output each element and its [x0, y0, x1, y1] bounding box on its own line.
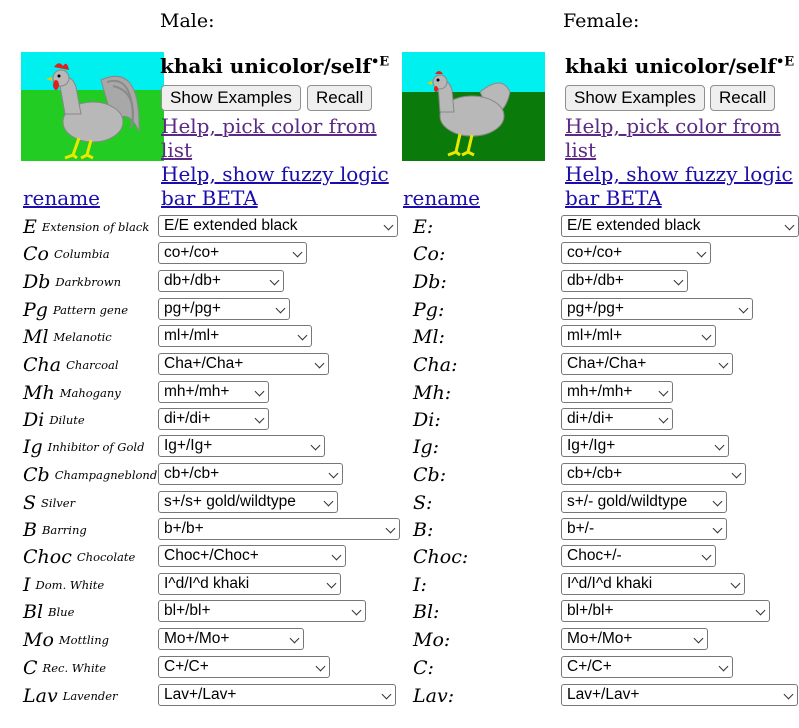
chevron-down-icon	[784, 690, 794, 700]
locus-abbr: Cb	[23, 463, 50, 486]
selected-value: cb+/cb+	[567, 465, 623, 482]
selected-value: mh+/mh+	[164, 383, 230, 400]
locus-abbr: Ml	[413, 325, 439, 348]
locus-abbr: Ig	[23, 435, 43, 458]
locus-label-pg	[23, 296, 128, 323]
locus-abbr: Pg	[413, 298, 438, 321]
female-select-cb[interactable]	[561, 463, 746, 485]
chevron-down-icon	[255, 387, 265, 397]
locus-label-choc	[23, 543, 135, 570]
locus-abbr: Ig	[413, 435, 433, 458]
locus-abbr: Mo	[23, 628, 54, 651]
locus-abbr: Bl	[23, 600, 44, 623]
female-select-ml[interactable]	[561, 325, 716, 347]
selected-value: bl+/bl+	[164, 602, 211, 619]
locus-label-db	[23, 268, 121, 295]
chevron-down-icon	[713, 524, 723, 534]
locus-fullname: Darkbrown	[55, 274, 121, 289]
locus-abbr: Cha	[23, 353, 62, 376]
locus-row-lav	[0, 682, 799, 709]
locus-row-mh	[0, 379, 799, 406]
female-select-mh[interactable]	[561, 381, 673, 403]
female-locus-label-e: E :	[413, 215, 434, 238]
male-select-mh[interactable]	[158, 381, 269, 403]
locus-fullname: Pattern gene	[52, 302, 129, 317]
locus-fullname: Chocolate	[76, 549, 136, 564]
chevron-down-icon	[327, 579, 337, 589]
locus-abbr: Cha	[413, 353, 452, 376]
locus-row-b	[0, 516, 799, 543]
locus-abbr: Bl	[413, 600, 434, 623]
selected-value: db+/db+	[164, 272, 221, 289]
locus-label-bl	[23, 598, 74, 625]
locus-label-co	[23, 240, 110, 267]
locus-label-cha	[23, 351, 119, 378]
female-locus-label-ml: Ml :	[413, 325, 445, 348]
chevron-down-icon	[315, 359, 325, 369]
locus-abbr: Lav	[23, 684, 58, 707]
male-color-name: khaki unicolor/self	[160, 54, 371, 78]
selected-value: bl+/bl+	[567, 602, 614, 619]
chevron-down-icon	[713, 497, 723, 507]
female-color-title	[565, 54, 794, 78]
chevron-down-icon	[255, 414, 265, 424]
chevron-down-icon	[719, 662, 729, 672]
selected-value: Lav+/Lav+	[164, 686, 237, 703]
chevron-down-icon	[715, 441, 725, 451]
female-select-b[interactable]	[561, 518, 727, 540]
female-locus-label-cb: Cb :	[413, 463, 447, 486]
chevron-down-icon	[311, 441, 321, 451]
male-select-ml[interactable]	[158, 325, 312, 347]
female-label: Female:	[563, 10, 640, 32]
locus-abbr: Pg	[23, 298, 48, 321]
female-select-co[interactable]	[561, 242, 711, 264]
male-select-s[interactable]	[158, 491, 338, 513]
locus-abbr: Co	[23, 242, 49, 265]
male-select-bl[interactable]	[158, 600, 366, 622]
selected-value: mh+/mh+	[567, 383, 633, 400]
locus-label-ig	[23, 433, 144, 460]
locus-label-c	[23, 654, 106, 681]
chevron-down-icon	[674, 276, 684, 286]
locus-abbr: S	[413, 491, 427, 514]
chevron-down-icon	[785, 221, 795, 231]
locus-label-lav	[23, 682, 118, 709]
male-select-e[interactable]	[158, 215, 398, 237]
female-select-lav[interactable]	[561, 684, 798, 706]
chevron-down-icon	[731, 579, 741, 589]
locus-row-s	[0, 489, 799, 516]
locus-abbr: Choc	[23, 545, 72, 568]
selected-value: ml+/ml+	[567, 327, 623, 344]
locus-abbr: C	[413, 656, 428, 679]
locus-fullname: Mottling	[58, 632, 109, 647]
chevron-down-icon	[290, 634, 300, 644]
chevron-down-icon	[732, 469, 742, 479]
chevron-down-icon	[659, 414, 669, 424]
selected-value: ml+/ml+	[164, 327, 220, 344]
female-select-cha[interactable]	[561, 353, 733, 375]
female-locus-label-b: B :	[413, 518, 434, 541]
locus-row-di	[0, 406, 799, 433]
chevron-down-icon	[293, 248, 303, 258]
chevron-down-icon	[384, 221, 394, 231]
locus-label-cb	[23, 461, 157, 488]
locus-fullname: Inhibitor of Gold	[47, 439, 145, 454]
selected-value: Mo+/Mo+	[567, 630, 633, 647]
male-select-c[interactable]	[158, 656, 330, 678]
locus-abbr: B	[413, 518, 427, 541]
locus-row-ml	[0, 323, 799, 350]
selected-value: pg+/pg+	[567, 300, 624, 317]
female-color-name: khaki unicolor/self	[565, 54, 776, 78]
locus-label-mh	[23, 379, 121, 406]
locus-abbr: I	[23, 573, 31, 596]
chevron-down-icon	[324, 497, 334, 507]
male-select-db[interactable]	[158, 270, 284, 292]
chevron-down-icon	[270, 276, 280, 286]
male-select-choc[interactable]	[158, 545, 346, 567]
male-select-di[interactable]	[158, 408, 269, 430]
locus-abbr: E	[413, 215, 427, 238]
locus-row-choc	[0, 543, 799, 570]
female-rename-link[interactable]: rename	[403, 186, 481, 210]
selected-value: Ig+/Ig+	[164, 437, 213, 454]
male-chicken-image	[21, 52, 164, 161]
female-select-s[interactable]	[561, 491, 727, 513]
locus-row-db	[0, 268, 799, 295]
selected-value: di+/di+	[164, 410, 211, 427]
male-select-pg[interactable]	[158, 298, 290, 320]
chevron-down-icon	[332, 551, 342, 561]
female-help-pick-color-link[interactable]: Help, pick color from list	[565, 114, 781, 162]
female-select-ig[interactable]	[561, 435, 729, 457]
locus-abbr: E	[23, 215, 37, 238]
male-select-lav[interactable]	[158, 684, 396, 706]
locus-abbr: Ml	[23, 325, 49, 348]
male-rename-link[interactable]: rename	[23, 186, 101, 210]
male-select-cha[interactable]	[158, 353, 329, 375]
chevron-down-icon	[697, 248, 707, 258]
chevron-down-icon	[298, 331, 308, 341]
locus-abbr: Cb	[413, 463, 440, 486]
selected-value: C+/C+	[164, 658, 209, 675]
male-show-examples-button[interactable]: Show Examples	[161, 85, 301, 111]
locus-abbr: Di	[23, 408, 45, 431]
locus-abbr: Di	[413, 408, 435, 431]
selected-value: pg+/pg+	[164, 300, 221, 317]
male-select-ig[interactable]	[158, 435, 325, 457]
locus-fullname: Mahogany	[59, 385, 121, 400]
chevron-down-icon	[659, 387, 669, 397]
locus-row-bl	[0, 598, 799, 625]
locus-fullname: Columbia	[53, 246, 110, 261]
locus-abbr: S	[23, 491, 37, 514]
chevron-down-icon	[352, 606, 362, 616]
female-recall-button[interactable]: Recall	[710, 85, 775, 111]
chevron-down-icon	[316, 662, 326, 672]
locus-label-e	[23, 213, 149, 240]
selected-value: b+/b+	[164, 520, 204, 537]
locus-abbr: Db	[413, 270, 441, 293]
locus-row-i	[0, 571, 799, 598]
female-select-i[interactable]	[561, 573, 745, 595]
female-show-examples-button[interactable]: Show Examples	[565, 85, 705, 111]
selected-value: co+/co+	[567, 244, 623, 261]
locus-abbr: Mh	[413, 381, 445, 404]
locus-abbr: Mh	[23, 381, 55, 404]
locus-row-cha	[0, 351, 799, 378]
selected-value: I^d/I^d khaki	[164, 575, 250, 592]
locus-abbr: Lav	[413, 684, 448, 707]
chevron-down-icon	[719, 359, 729, 369]
locus-abbr: Choc	[413, 545, 462, 568]
locus-row-ig	[0, 433, 799, 460]
male-select-mo[interactable]	[158, 628, 304, 650]
locus-row-e	[0, 213, 799, 240]
female-select-e[interactable]	[561, 215, 799, 237]
selected-value: b+/-	[567, 520, 595, 537]
male-label: Male:	[160, 10, 215, 32]
selected-value: Choc+/-	[567, 547, 622, 564]
locus-abbr: Mo	[413, 628, 444, 651]
female-select-mo[interactable]	[561, 628, 708, 650]
locus-label-i	[23, 571, 104, 598]
female-locus-label-mh: Mh :	[413, 381, 452, 404]
selected-value: C+/C+	[567, 658, 612, 675]
female-locus-label-cha: Cha :	[413, 353, 458, 376]
female-locus-label-bl: Bl :	[413, 600, 440, 623]
selected-value: db+/db+	[567, 272, 624, 289]
female-locus-label-pg: Pg :	[413, 298, 445, 321]
chevron-down-icon	[756, 606, 766, 616]
male-help-pick-color-link[interactable]: Help, pick color from list	[161, 114, 377, 162]
female-color-superscript: •E	[775, 54, 795, 70]
chevron-down-icon	[702, 331, 712, 341]
selected-value: di+/di+	[567, 410, 614, 427]
selected-value: s+/s+ gold/wildtype	[164, 493, 296, 510]
selected-value: s+/- gold/wildtype	[567, 493, 688, 510]
selected-value: co+/co+	[164, 244, 220, 261]
locus-fullname: Blue	[48, 604, 75, 619]
female-select-pg[interactable]	[561, 298, 753, 320]
selected-value: E/E extended black	[567, 217, 701, 234]
locus-fullname: Dom. White	[35, 577, 105, 592]
chevron-down-icon	[386, 524, 396, 534]
locus-row-co	[0, 240, 799, 267]
locus-fullname: Rec. White	[42, 660, 107, 675]
male-recall-button[interactable]: Recall	[307, 85, 372, 111]
locus-abbr: I	[413, 573, 421, 596]
locus-label-di	[23, 406, 85, 433]
chevron-down-icon	[329, 469, 339, 479]
selected-value: Lav+/Lav+	[567, 686, 640, 703]
locus-label-b	[23, 516, 87, 543]
male-color-superscript: •E	[370, 54, 390, 70]
selected-value: I^d/I^d khaki	[567, 575, 653, 592]
chevron-down-icon	[382, 690, 392, 700]
female-select-c[interactable]	[561, 656, 733, 678]
female-locus-label-co: Co :	[413, 242, 446, 265]
chevron-down-icon	[276, 304, 286, 314]
locus-fullname: Champagneblond	[54, 467, 158, 482]
locus-fullname: Barring	[41, 522, 87, 537]
locus-row-pg	[0, 296, 799, 323]
female-locus-label-c: C :	[413, 656, 434, 679]
locus-abbr: Co	[413, 242, 439, 265]
locus-abbr: B	[23, 518, 37, 541]
selected-value: E/E extended black	[164, 217, 298, 234]
chevron-down-icon	[739, 304, 749, 314]
selected-value: Cha+/Cha+	[567, 355, 647, 372]
female-help-fuzzy-logic-link[interactable]: Help, show fuzzy logic bar BETA	[565, 162, 793, 210]
locus-label-s	[23, 489, 75, 516]
female-locus-label-lav: Lav :	[413, 684, 455, 707]
selected-value: Choc+/Choc+	[164, 547, 259, 564]
female-locus-label-mo: Mo :	[413, 628, 451, 651]
locus-fullname: Silver	[41, 495, 76, 510]
male-select-co[interactable]	[158, 242, 307, 264]
locus-label-ml	[23, 323, 112, 350]
female-locus-label-db: Db :	[413, 270, 447, 293]
locus-fullname: Charcoal	[66, 357, 119, 372]
locus-row-cb	[0, 461, 799, 488]
female-locus-label-i: I :	[413, 573, 427, 596]
female-chicken-image	[402, 52, 545, 161]
male-color-title	[160, 54, 389, 78]
female-locus-label-choc: Choc :	[413, 545, 469, 568]
locus-abbr: Db	[23, 270, 51, 293]
locus-row-c	[0, 654, 799, 681]
female-select-di[interactable]	[561, 408, 673, 430]
female-select-db[interactable]	[561, 270, 688, 292]
locus-row-mo	[0, 626, 799, 653]
locus-abbr: C	[23, 656, 38, 679]
chevron-down-icon	[694, 634, 704, 644]
female-locus-label-s: S :	[413, 491, 433, 514]
male-select-b[interactable]	[158, 518, 400, 540]
female-locus-label-ig: Ig :	[413, 435, 440, 458]
selected-value: Mo+/Mo+	[164, 630, 230, 647]
selected-value: cb+/cb+	[164, 465, 220, 482]
chevron-down-icon	[702, 551, 712, 561]
male-select-cb[interactable]	[158, 463, 343, 485]
locus-fullname: Melanotic	[53, 329, 112, 344]
selected-value: Cha+/Cha+	[164, 355, 244, 372]
locus-fullname: Extension of black	[41, 219, 150, 234]
female-select-choc[interactable]	[561, 545, 716, 567]
locus-fullname: Lavender	[62, 688, 118, 703]
female-locus-label-di: Di :	[413, 408, 441, 431]
male-help-fuzzy-logic-link[interactable]: Help, show fuzzy logic bar BETA	[161, 162, 389, 210]
male-select-i[interactable]	[158, 573, 341, 595]
locus-label-mo	[23, 626, 109, 653]
female-select-bl[interactable]	[561, 600, 770, 622]
selected-value: Ig+/Ig+	[567, 437, 616, 454]
locus-fullname: Dilute	[49, 412, 85, 427]
